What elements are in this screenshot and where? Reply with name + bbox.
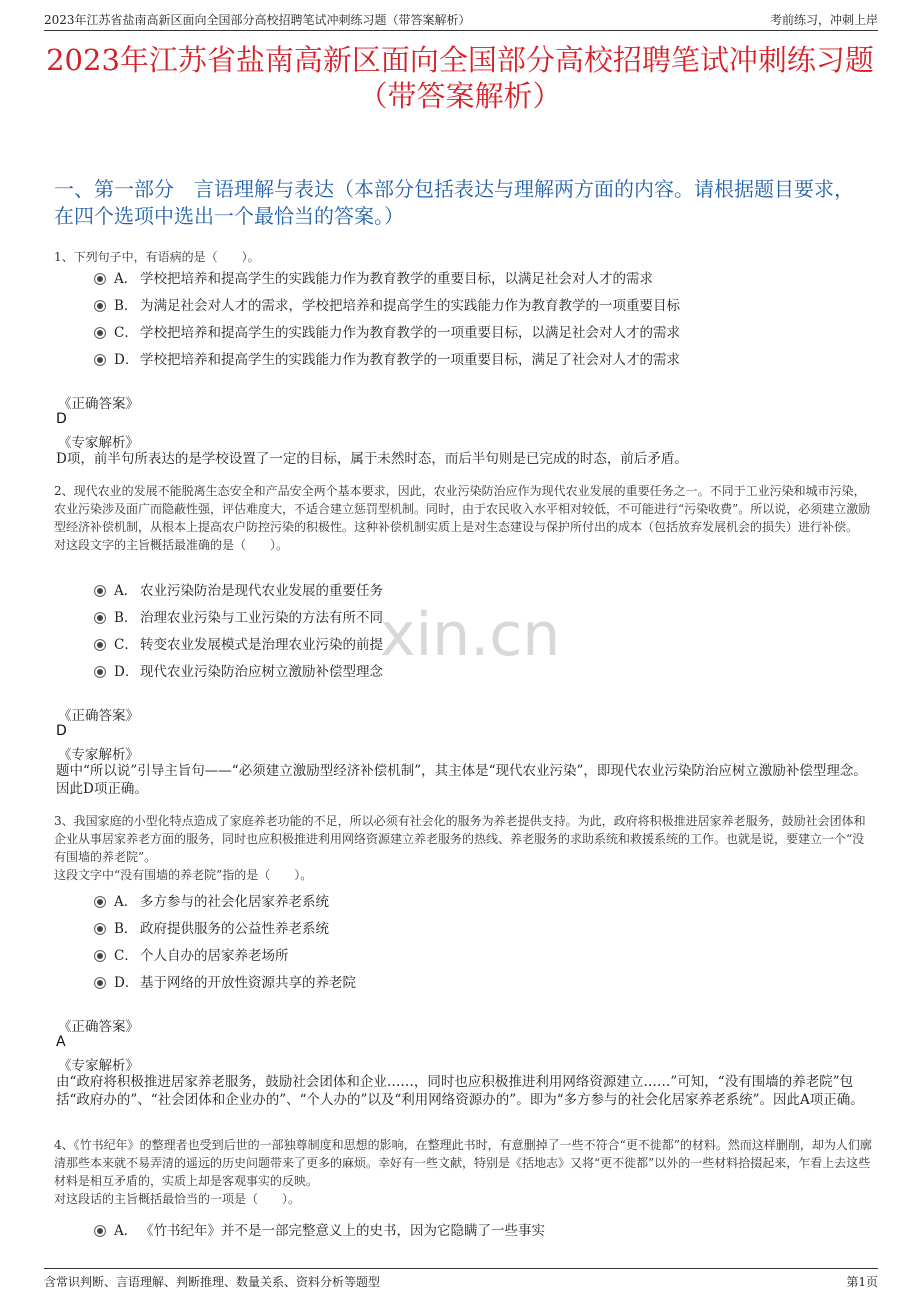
question-1-option-d[interactable] <box>94 351 872 369</box>
option-letter: B． <box>114 921 138 937</box>
question-stem-line: 对这段话的主旨概括最恰当的一项是（ ）。 <box>54 1192 301 1206</box>
footer-description: 含常识判断、言语理解、判断推理、数量关系、资料分析等题型 <box>44 1275 381 1289</box>
question-stem-line: 4、《竹书纪年》的整理者也受到后世的一部独尊制度和思想的影响，在整理此书时，有意删掉了一些不符合“更不徙都”的材料。然而这样删削，却为人们廓清那些本来就不易弄清的遥远的历史问题带来了更多的麻烦。幸好有一些文献，特别是《括地志》又将“更不徙都”以外的一些材料拾掇起来，乍看上去这些材料是相互矛盾的，实质上却是客观事实的反映。 <box>54 1138 872 1188</box>
radio-icon[interactable] <box>94 300 106 312</box>
analysis-text: 题中“所以说”引导主旨句——“必须建立激励型经济补偿机制”，其主体是“现代农业污染”，即现代农业污染防治应树立激励补偿型理念。因此D项正确。 <box>56 763 867 797</box>
page-footer <box>44 1268 878 1289</box>
question-stem-line: 3、我国家庭的小型化特点造成了家庭养老功能的不足，所以必须有社会化的服务为养老提供支持。为此，政府将积极推进居家养老服务，鼓励社会团体和企业从事居家养老方面的服务，同时也应积极推进利用网络资源建立养老服务的热线、养老服务的求助系统和救援系统的工作。也就是说，要建立一个“没有围墙的养老院”。 <box>54 814 866 864</box>
question-stem-line: 对这段文字的主旨概括最准确的是（ ）。 <box>54 538 289 552</box>
radio-icon[interactable] <box>94 327 106 339</box>
question-4-stem <box>54 1136 872 1208</box>
option-letter: D． <box>114 664 139 680</box>
analysis-label: 《专家解析》 <box>58 1058 139 1074</box>
question-2-option-a[interactable] <box>94 582 872 600</box>
radio-icon[interactable] <box>94 1225 106 1237</box>
option-text: 基于网络的开放性资源共享的养老院 <box>140 975 356 991</box>
question-3-option-c[interactable] <box>94 947 872 965</box>
radio-icon[interactable] <box>94 896 106 908</box>
question-3-option-b[interactable] <box>94 920 872 938</box>
document-title: 2023年江苏省盐南高新区面向全国部分高校招聘笔试冲刺练习题（带答案解析） <box>46 43 874 113</box>
radio-icon[interactable] <box>94 977 106 989</box>
radio-icon[interactable] <box>94 923 106 935</box>
option-letter: D． <box>114 352 139 368</box>
question-1-option-a[interactable] <box>94 270 872 288</box>
question-2-stem <box>54 482 872 554</box>
option-letter: B． <box>114 298 138 314</box>
question-stem-line: 这段文字中“没有围墙的养老院”指的是（ ）。 <box>54 868 313 882</box>
option-text: 学校把培养和提高学生的实践能力作为教育教学的重要目标，以满足社会对人才的需求 <box>140 271 653 287</box>
option-letter: C． <box>114 637 138 653</box>
radio-icon[interactable] <box>94 612 106 624</box>
question-2-option-c[interactable] <box>94 636 872 654</box>
question-1-option-b[interactable] <box>94 297 872 315</box>
option-text: 农业污染防治是现代农业发展的重要任务 <box>140 583 383 599</box>
question-stem-line: 1、下列句子中，有语病的是（ ）。 <box>54 250 260 264</box>
option-letter: A． <box>114 271 138 287</box>
question-3-option-a[interactable] <box>94 893 872 911</box>
option-letter: A． <box>114 583 138 599</box>
option-text: 政府提供服务的公益性养老系统 <box>140 921 329 937</box>
option-letter: A． <box>114 1223 138 1239</box>
option-text: 学校把培养和提高学生的实践能力作为教育教学的一项重要目标，满足了社会对人才的需求 <box>140 352 680 368</box>
option-text: 治理农业污染与工业污染的方法有所不同 <box>140 610 383 626</box>
answer-value: D <box>56 411 67 427</box>
answer-label: 《正确答案》 <box>58 1019 139 1035</box>
page-header <box>44 8 878 31</box>
question-3-option-d[interactable] <box>94 974 872 992</box>
page-number: 第1页 <box>846 1275 878 1289</box>
analysis-text: 由“政府将积极推进居家养老服务，鼓励社会团体和企业……，同时也应积极推进利用网络资源建立……”可知，“没有围墙的养老院”包括“政府办的”、“社会团体和企业办的”、“个人办的”以及“利用网络资源办的”。即为“多方参与的社会化居家养老系统”。因此A项正确。 <box>56 1074 864 1108</box>
radio-icon[interactable] <box>94 273 106 285</box>
option-text: 多方参与的社会化居家养老系统 <box>140 894 329 910</box>
question-1-option-c[interactable] <box>94 324 872 342</box>
section-heading: 一、第一部分 言语理解与表达（本部分包括表达与理解两方面的内容。请根据题目要求，在四个选项中选出一个最恰当的答案。） <box>54 177 854 228</box>
answer-label: 《正确答案》 <box>58 708 139 724</box>
question-3-stem <box>54 812 872 884</box>
radio-icon[interactable] <box>94 666 106 678</box>
option-text: 《竹书纪年》并不是一部完整意义上的史书，因为它隐瞒了一些事实 <box>140 1223 545 1239</box>
option-text: 为满足社会对人才的需求，学校把培养和提高学生的实践能力作为教育教学的一项重要目标 <box>140 298 680 314</box>
answer-label: 《正确答案》 <box>58 396 139 412</box>
option-letter: D． <box>114 975 139 991</box>
header-slogan: 考前练习，冲刺上岸 <box>769 13 878 27</box>
option-letter: C． <box>114 948 138 964</box>
watermark: xin.cn <box>380 600 561 670</box>
option-letter: C． <box>114 325 138 341</box>
question-stem-line: 2、现代农业的发展不能脱离生态安全和产品安全两个基本要求，因此，农业污染防治应作为现代农业发展的重要任务之一。不同于工业污染和城市污染，农业污染涉及面广而隐蔽性强，评估难度大，不适合建立惩罚型机制。同时，由于农民收入水平相对较低，不可能进行“污染收费”。所以说，必须建立激励型经济补偿机制，从根本上提高农户防控污染的积极性。这种补偿机制实质上是对生态建设与保护所付出的成本（包括放弃发展机会的损失）进行补偿。 <box>54 484 871 534</box>
question-2-option-b[interactable] <box>94 609 872 627</box>
option-text: 转变农业发展模式是治理农业污染的前提 <box>140 637 383 653</box>
question-2-option-d[interactable] <box>94 663 872 681</box>
analysis-label: 《专家解析》 <box>58 435 139 451</box>
question-1-stem <box>54 248 872 266</box>
option-text: 个人自办的居家养老场所 <box>140 948 289 964</box>
radio-icon[interactable] <box>94 639 106 651</box>
answer-value: D <box>56 723 67 739</box>
analysis-label: 《专家解析》 <box>58 747 139 763</box>
option-letter: A． <box>114 894 138 910</box>
option-letter: B． <box>114 610 138 626</box>
question-4-option-a[interactable] <box>94 1222 872 1240</box>
answer-value: A <box>56 1034 66 1050</box>
radio-icon[interactable] <box>94 354 106 366</box>
analysis-text: D项，前半句所表达的是学校设置了一定的目标，属于未然时态，而后半句则是已完成的时态，前后矛盾。 <box>56 451 688 467</box>
option-text: 学校把培养和提高学生的实践能力作为教育教学的一项重要目标，以满足社会对人才的需求 <box>140 325 680 341</box>
radio-icon[interactable] <box>94 585 106 597</box>
radio-icon[interactable] <box>94 950 106 962</box>
option-text: 现代农业污染防治应树立激励补偿型理念 <box>140 664 383 680</box>
header-doc-title: 2023年江苏省盐南高新区面向全国部分高校招聘笔试冲刺练习题（带答案解析） <box>44 13 471 27</box>
